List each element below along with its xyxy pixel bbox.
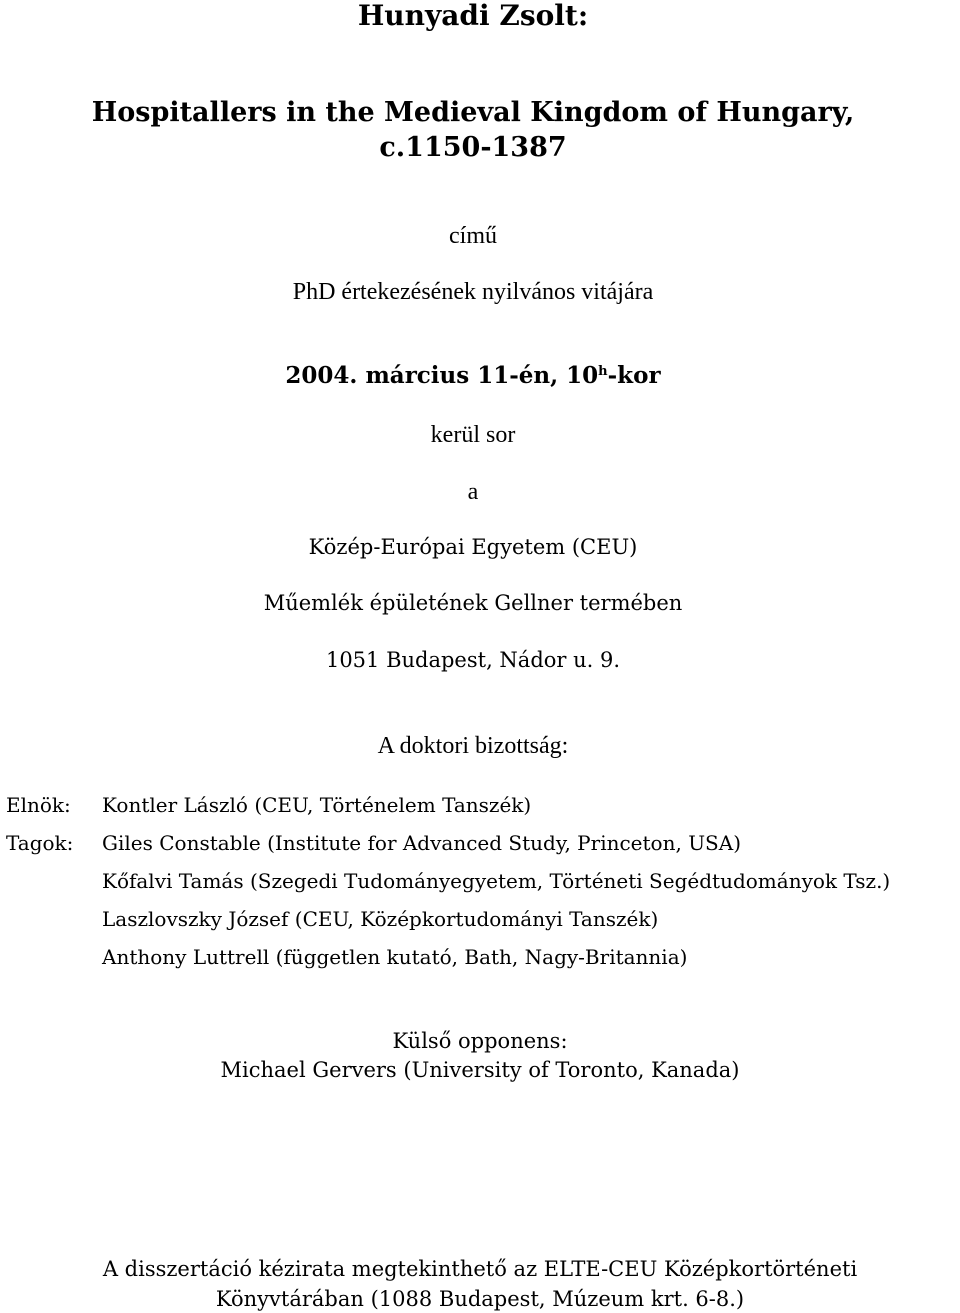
member-name: Kőfalvi Tamás (Szegedi Tudományegyetem, Történeti Segédtudományok Tsz.) [102, 869, 891, 893]
committee-member-row [0, 938, 960, 976]
committee-heading: A doktori bizottság: [377, 733, 569, 759]
member-name: Laszlovszky József (CEU, Középkortudományi Tanszék) [102, 907, 659, 931]
cimu-label: című [449, 223, 497, 249]
date-prefix: 2004. március 11-én, 10 [285, 362, 599, 389]
opponent-name: Michael Gervers (University of Toronto, Kanada) [220, 1058, 740, 1082]
defense-date [0, 361, 946, 391]
committee-member-row [0, 862, 960, 900]
kerul-sor-label: kerül sor [430, 422, 516, 448]
committee-chair-row [0, 786, 960, 824]
thesis-title-line-2: c.1150-1387 [379, 132, 567, 163]
footer-line-2: Könyvtárában (1088 Budapest, Múzeum krt. 6-8.) [215, 1287, 745, 1311]
article-label: a [467, 479, 479, 505]
university-name: Közép-Európai Egyetem (CEU) [308, 535, 638, 559]
chair-name: Kontler László (CEU, Történelem Tanszék) [102, 793, 532, 817]
member-name: Giles Constable (Institute for Advanced Study, Princeton, USA) [102, 831, 741, 855]
opponent-label: Külső opponens: [392, 1029, 568, 1053]
committee-member-row [0, 824, 960, 862]
date-suffix: -kor [607, 362, 661, 389]
member-name: Anthony Luttrell (független kutató, Bath, Nagy-Britannia) [102, 945, 688, 969]
footer-line-1: A disszertáció kézirata megtekinthető az ELTE-CEU Középkortörténeti [102, 1257, 858, 1281]
address: 1051 Budapest, Nádor u. 9. [325, 648, 621, 672]
defense-label: PhD értekezésének nyilvános vitájára [292, 279, 654, 305]
thesis-title-line-1: Hospitallers in the Medieval Kingdom of Hungary, [91, 97, 855, 128]
committee-member-row [0, 900, 960, 938]
author-name: Hunyadi Zsolt: [357, 0, 589, 32]
chair-role-label: Elnök: [6, 793, 71, 817]
members-role-label: Tagok: [6, 831, 74, 855]
date-hour-superscript: h [598, 364, 608, 379]
room-location: Műemlék épületének Gellner termében [263, 591, 683, 615]
committee-list [0, 786, 960, 976]
